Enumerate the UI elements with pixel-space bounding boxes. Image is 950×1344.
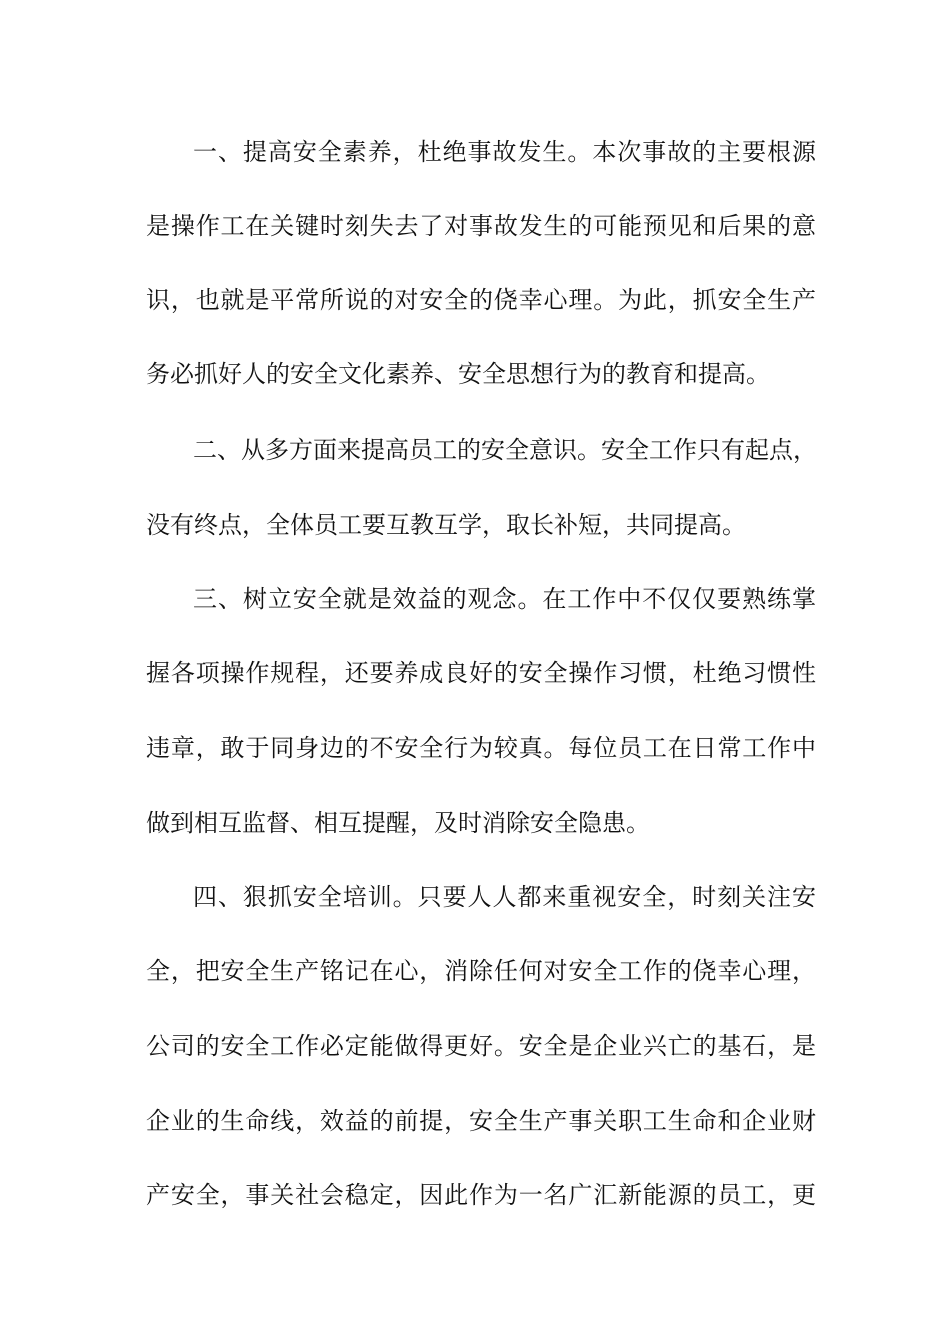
paragraph-4-line-2: 全，把安全生产铭记在心，消除任何对安全工作的侥幸心理， (146, 957, 816, 985)
paragraph-1-line-1: 一、提高安全素养，杜绝事故发生。本次事故的主要根源 (193, 138, 816, 166)
paragraph-4-line-4: 企业的生命线，效益的前提，安全生产事关职工生命和企业财 (146, 1107, 816, 1135)
paragraph-3-line-3: 违章，敢于同身边的不安全行为较真。每位员工在日常工作中 (146, 734, 816, 762)
paragraph-1-line-2: 是操作工在关键时刻失去了对事故发生的可能预见和后果的意 (146, 212, 816, 240)
paragraph-4-line-1: 四、狠抓安全培训。只要人人都来重视安全，时刻关注安 (193, 883, 816, 911)
paragraph-3-line-4: 做到相互监督、相互提醒，及时消除安全隐患。 (146, 809, 650, 837)
paragraph-3-line-2: 握各项操作规程，还要养成良好的安全操作习惯，杜绝习惯性 (146, 659, 816, 687)
paragraph-2-line-1: 二、从多方面来提高员工的安全意识。安全工作只有起点， (193, 436, 817, 464)
paragraph-1-line-4: 务必抓好人的安全文化素养、安全思想行为的教育和提高。 (146, 360, 770, 388)
paragraph-4-line-5: 产安全，事关社会稳定，因此作为一名广汇新能源的员工，更 (146, 1181, 816, 1209)
paragraph-1-line-3: 识，也就是平常所说的对安全的侥幸心理。为此，抓安全生产 (146, 286, 816, 314)
paragraph-3-line-1: 三、树立安全就是效益的观念。在工作中不仅仅要熟练掌 (193, 585, 816, 613)
paragraph-2-line-2: 没有终点，全体员工要互教互学，取长补短，共同提高。 (146, 511, 746, 539)
paragraph-4-line-3: 公司的安全工作必定能做得更好。安全是企业兴亡的基石，是 (146, 1032, 816, 1060)
